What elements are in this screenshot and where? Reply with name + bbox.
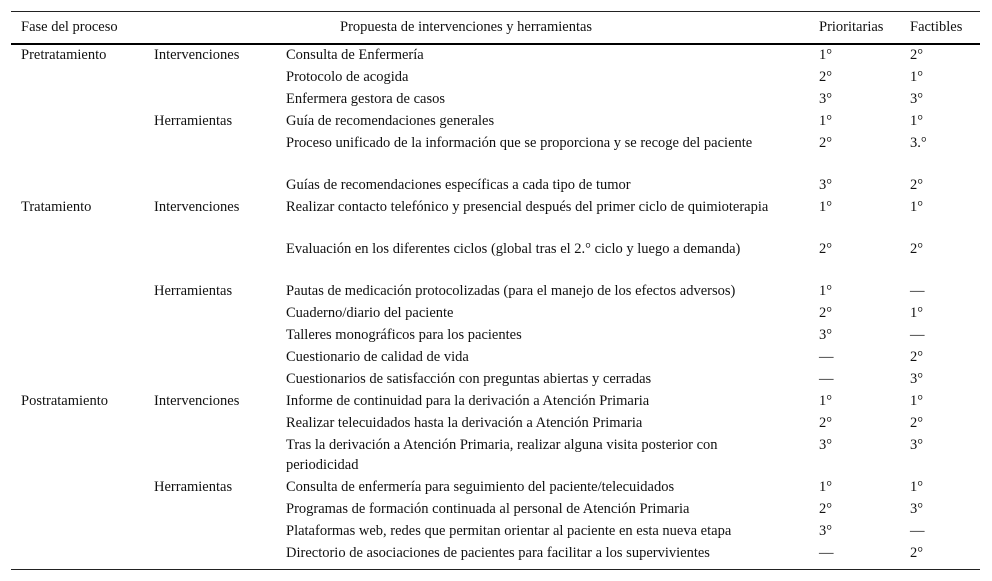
row-priority: 1° — [819, 113, 833, 129]
row-item: Talleres monográficos para los pacientes — [286, 327, 522, 343]
row-priority: — — [819, 545, 834, 561]
row-feasible: 2° — [910, 545, 924, 561]
row-type: Herramientas — [154, 113, 233, 129]
row-feasible: 1° — [910, 479, 924, 495]
row-feasible: — — [910, 327, 925, 343]
row-item: Cuestionarios de satisfacción con preguntas abiertas y cerradas — [286, 371, 652, 387]
row-feasible: 3° — [910, 437, 924, 453]
row-type: Intervenciones — [154, 199, 240, 215]
row-item: Realizar telecuidados hasta la derivación a Atención Primaria — [286, 415, 643, 431]
row-priority: 1° — [819, 393, 833, 409]
row-type: Herramientas — [154, 479, 233, 495]
row-item: Tras la derivación a Atención Primaria, realizar alguna visita posterior con periodicidad — [286, 437, 718, 473]
row-priority: 1° — [819, 283, 833, 299]
row-item: Guías de recomendaciones específicas a cada tipo de tumor — [286, 177, 631, 193]
row-feasible: 3° — [910, 91, 924, 107]
row-item: Directorio de asociaciones de pacientes para facilitar a los supervivientes — [286, 545, 710, 561]
row-feasible: 1° — [910, 113, 924, 129]
row-item: Proceso unificado de la información que se proporciona y se recoge del paciente — [286, 135, 753, 151]
header-feasible: Factibles — [910, 19, 963, 35]
row-priority: 2° — [819, 305, 833, 321]
row-phase: Pretratamiento — [21, 47, 107, 63]
row-priority: 1° — [819, 47, 833, 63]
row-priority: 1° — [819, 199, 833, 215]
row-feasible: 3.° — [910, 135, 927, 151]
row-priority: 3° — [819, 327, 833, 343]
row-type: Intervenciones — [154, 393, 240, 409]
row-item: Enfermera gestora de casos — [286, 91, 446, 107]
row-item: Guía de recomendaciones generales — [286, 113, 495, 129]
row-priority: 3° — [819, 177, 833, 193]
row-priority: 2° — [819, 415, 833, 431]
row-feasible: 2° — [910, 241, 924, 257]
header-priority: Prioritarias — [819, 19, 884, 35]
row-feasible: 3° — [910, 501, 924, 517]
row-feasible: 1° — [910, 69, 924, 85]
row-priority: 2° — [819, 501, 833, 517]
row-feasible: 2° — [910, 177, 924, 193]
row-priority: — — [819, 371, 834, 387]
row-priority: 3° — [819, 91, 833, 107]
row-feasible: 2° — [910, 47, 924, 63]
row-priority: 2° — [819, 135, 833, 151]
row-phase: Tratamiento — [21, 199, 92, 215]
row-feasible: 2° — [910, 349, 924, 365]
row-item: Programas de formación continuada al personal de Atención Primaria — [286, 501, 690, 517]
row-priority: 1° — [819, 479, 833, 495]
header-proposal: Propuesta de intervenciones y herramientas — [340, 19, 593, 35]
row-item: Informe de continuidad para la derivación a Atención Primaria — [286, 393, 650, 409]
row-item: Cuestionario de calidad de vida — [286, 349, 469, 365]
row-feasible: 1° — [910, 305, 924, 321]
row-item: Evaluación en los diferentes ciclos (global tras el 2.° ciclo y luego a demanda) — [286, 241, 741, 257]
header-phase: Fase del proceso — [21, 19, 118, 35]
row-priority: 2° — [819, 69, 833, 85]
row-priority: — — [819, 349, 834, 365]
row-phase: Postratamiento — [21, 393, 108, 409]
row-feasible: — — [910, 283, 925, 299]
row-feasible: 3° — [910, 371, 924, 387]
row-feasible: 2° — [910, 415, 924, 431]
row-feasible: — — [910, 523, 925, 539]
row-item: Protocolo de acogida — [286, 69, 409, 85]
row-item: Plataformas web, redes que permitan orientar al paciente en esta nueva etapa — [286, 523, 732, 539]
row-priority: 2° — [819, 241, 833, 257]
row-item: Realizar contacto telefónico y presencial después del primer ciclo de quimioterapia — [286, 199, 769, 215]
row-item: Cuaderno/diario del paciente — [286, 305, 454, 321]
row-item: Pautas de medicación protocolizadas (para el manejo de los efectos adversos) — [286, 283, 736, 299]
row-item: Consulta de enfermería para seguimiento del paciente/telecuidados — [286, 479, 675, 495]
row-feasible: 1° — [910, 393, 924, 409]
row-type: Intervenciones — [154, 47, 240, 63]
row-feasible: 1° — [910, 199, 924, 215]
row-priority: 3° — [819, 523, 833, 539]
row-type: Herramientas — [154, 283, 233, 299]
row-priority: 3° — [819, 437, 833, 453]
row-item: Consulta de Enfermería — [286, 47, 424, 63]
